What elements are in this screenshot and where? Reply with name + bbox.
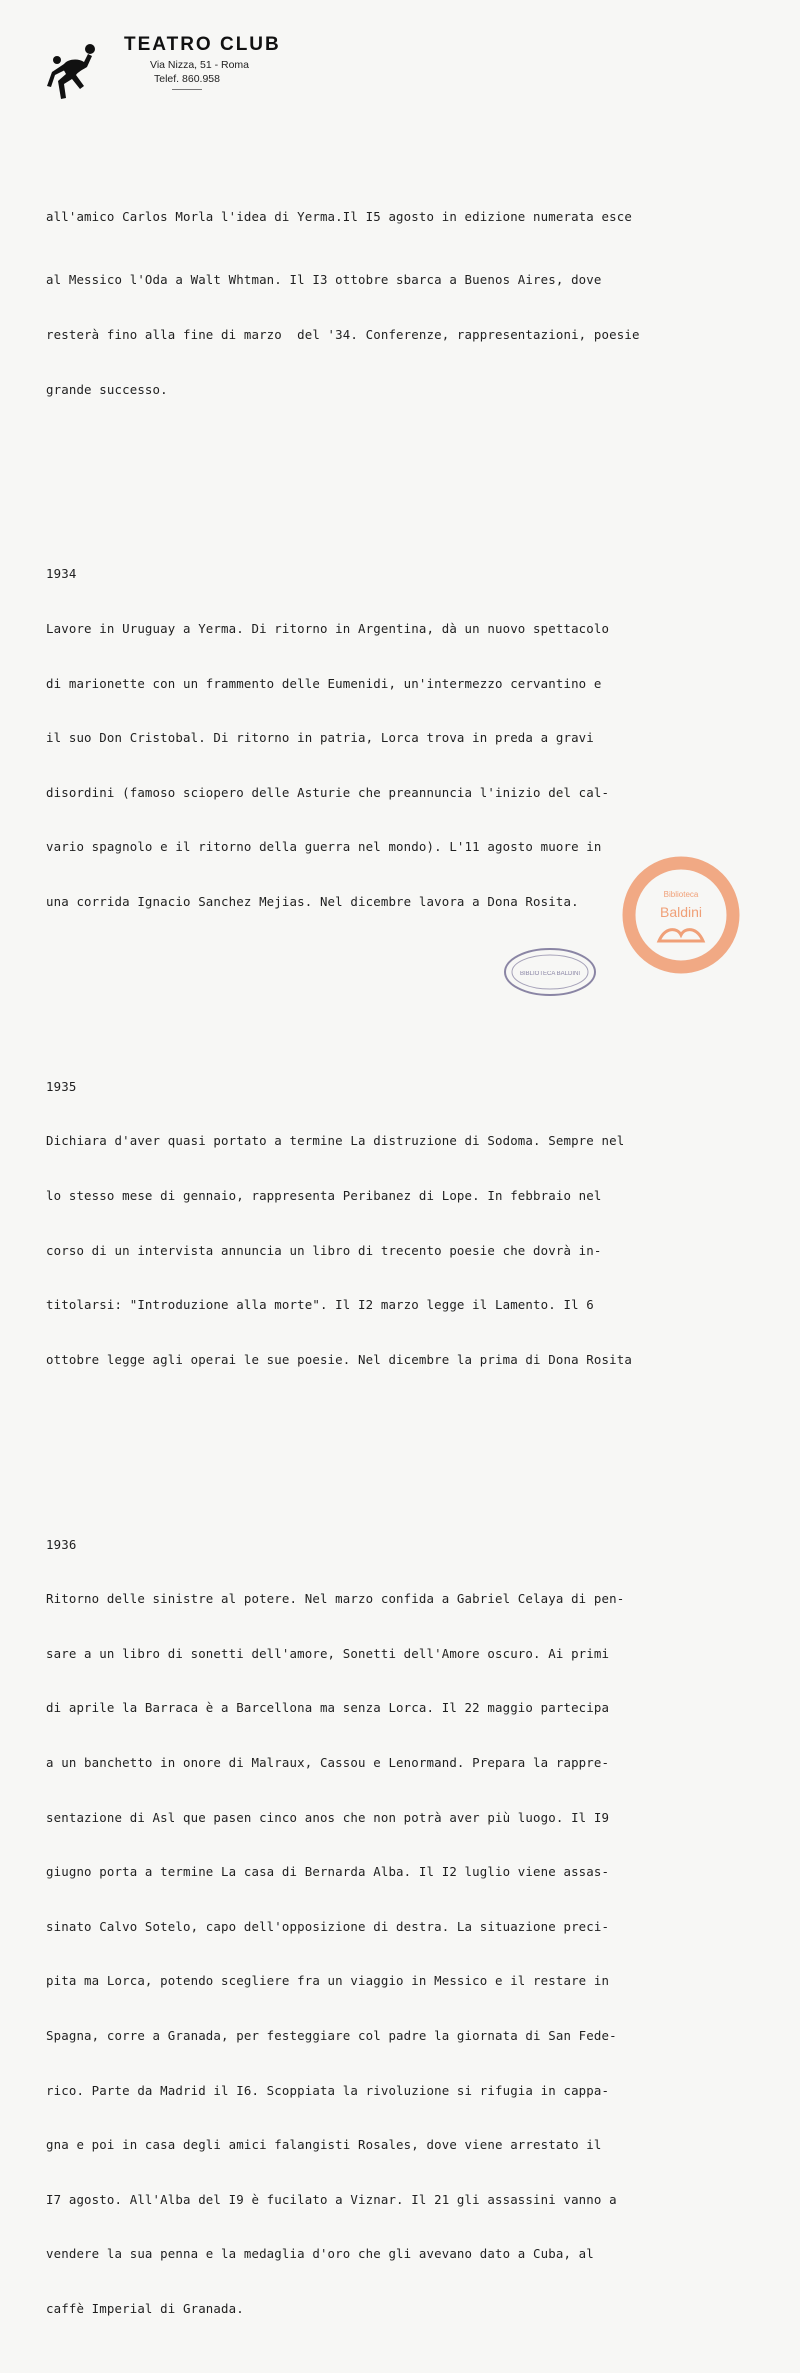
text-line: Spagna, corre a Granada, per festeggiare col padre la giornata di San Fede- [46,2027,617,2043]
paragraph-gap [46,1442,782,1463]
text-line: grande successo. [46,381,168,397]
text-line: Lavore in Uruguay a Yerma. Di ritorno in Argentina, dà un nuovo spettacolo [46,621,610,636]
text-line: caffè Imperial di Granada. [46,2300,244,2316]
text-line: pita ma Lorca, potendo scegliere fra un viaggio in Messico e il restare in [46,1973,610,1989]
text-line: resterà fino alla fine di marzo del '34. Conferenze, rappresentazioni, poesie [46,327,640,342]
year-heading: 1935 [46,1078,77,1094]
dancer-logo-icon [44,42,106,100]
text-line: Ritorno delle sinistre al potere. Nel marzo confida a Gabriel Celaya di pen- [46,1591,625,1607]
letterhead-address: Via Nizza, 51 - Roma [150,59,250,71]
text-line: gna e poi in casa degli amici falangisti Rosales, dove viene arrestato il [46,2137,602,2153]
text-line: sentazione di Asl que pasen cinco anos che non potrà aver più luogo. Il I9 [46,1809,610,1825]
text-line: a un banchetto in onore di Malraux, Cassou e Lenormand. Prepara la rappre- [46,1754,610,1770]
paragraph-1935 [46,1041,782,1405]
text-line: disordini (famoso sciopero delle Asturie che preannuncia l'inizio del cal- [46,784,610,800]
library-logo-name: Baldini [659,904,703,920]
text-line: giugno porta a termine La casa di Bernarda Alba. Il I2 luglio viene assas- [46,1864,610,1880]
year-heading: 1934 [46,566,77,582]
letterhead [44,34,344,104]
text-line: I7 agosto. All'Alba del I9 è fucilato a Viznar. Il 21 gli assassini vanno a [46,2191,617,2207]
text-line: rico. Parte da Madrid il I6. Scoppiata la rivoluzione si rifugia in cappa- [46,2082,610,2098]
text-line: lo stesso mese di gennaio, rappresenta Peribanez di Lope. In febbraio nel [46,1187,602,1203]
text-line: titolarsi: "Introduzione alla morte". Il I2 marzo legge il Lamento. Il 6 [46,1297,594,1313]
paragraph-gap [46,472,782,493]
library-logo-top-text: Biblioteca [663,890,699,899]
letterhead-divider [172,89,202,90]
library-logo-stamp [621,855,741,975]
letterhead-phone: Telef. 860.958 [154,73,220,85]
text-line: corso di un intervista annuncia un libro di trecento poesie che dovrà in- [46,1242,602,1258]
paragraph-gap [46,984,782,1005]
oval-archive-stamp [502,946,598,998]
paragraph-1 [46,171,782,435]
text-line: ottobre legge agli operai le sue poesie. Nel dicembre la prima di Dona Rosita [46,1351,632,1367]
text-line: Dichiara d'aver quasi portato a termine La distruzione di Sodoma. Sempre nel [46,1133,625,1149]
text-line: una corrida Ignacio Sanchez Mejias. Nel dicembre lavora a Dona Rosita. [46,893,579,909]
text-line: sare a un libro di sonetti dell'amore, Sonetti dell'Amore oscuro. Ai primi [46,1645,610,1661]
text-line: di marionette con un frammento delle Eumenidi, un'intermezzo cervantino e [46,675,602,691]
text-line: vario spagnolo e il ritorno della guerra nel mondo). L'11 agosto muore in [46,839,602,855]
letterhead-title: TEATRO CLUB [124,34,281,55]
year-heading: 1936 [46,1536,77,1552]
document-body [46,135,782,2373]
oval-stamp-text: BIBLIOTECA BALDINI [519,971,581,977]
text-line: al Messico l'Oda a Walt Whtman. Il I3 ottobre sbarca a Buenos Aires, dove [46,272,602,288]
text-line: il suo Don Cristobal. Di ritorno in patria, Lorca trova in preda a gravi [46,730,594,746]
open-book-icon [659,930,703,941]
text-line: all'amico Carlos Morla l'idea di Yerma.Il I5 agosto in edizione numerata esce [46,208,632,224]
text-line: sinato Calvo Sotelo, capo dell'opposizione di destra. La situazione preci- [46,1918,610,1934]
paragraph-1936 [46,1499,782,2354]
text-line: di aprile la Barraca è a Barcellona ma senza Lorca. Il 22 maggio partecipa [46,1700,610,1716]
text-line: vendere la sua penna e la medaglia d'oro che gli avevano dato a Cuba, al [46,2246,594,2262]
